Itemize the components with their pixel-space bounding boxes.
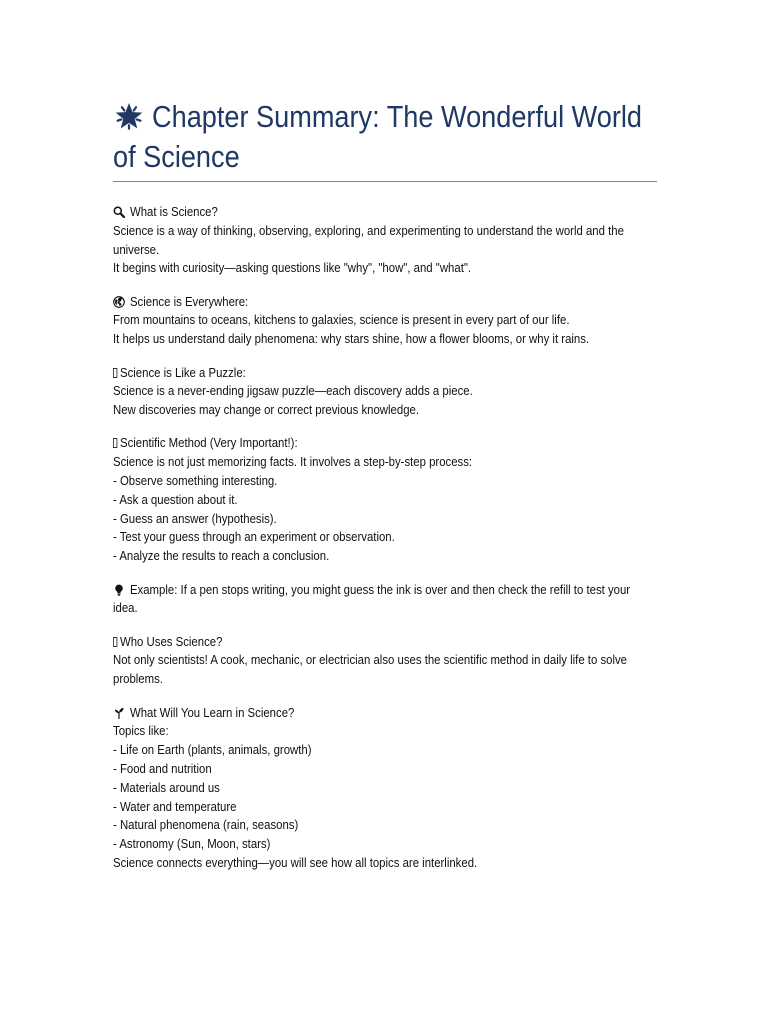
paragraph-line: Science is a way of thinking, observing, exploring, and experimenting to understand the world and the bbox=[113, 222, 624, 238]
lightbulb-icon bbox=[113, 584, 125, 596]
list-item: - Observe something interesting. bbox=[113, 473, 278, 489]
paragraph-line: universe. bbox=[113, 241, 160, 257]
example-text: Example: If a pen stops writing, you might guess the ink is over and then check the refill to test your bbox=[129, 581, 631, 597]
paragraph-line: New discoveries may change or correct previous knowledge. bbox=[113, 402, 420, 418]
list-item: - Astronomy (Sun, Moon, stars) bbox=[113, 836, 271, 852]
heading-text: Science is Like a Puzzle: bbox=[119, 364, 246, 380]
title-line bbox=[113, 97, 673, 137]
paragraph-line: problems. bbox=[113, 671, 163, 687]
heading-text: Science is Everywhere: bbox=[129, 293, 249, 309]
magnifying-glass-icon bbox=[113, 206, 125, 218]
list-item: - Natural phenomena (rain, seasons) bbox=[113, 817, 299, 833]
section-heading bbox=[113, 293, 673, 312]
list-item: - Food and nutrition bbox=[113, 760, 212, 776]
list-item: - Water and temperature bbox=[113, 798, 237, 814]
chapter-title bbox=[113, 97, 673, 177]
section-what-is-science bbox=[113, 203, 673, 278]
paragraph-line: Science connects everything—you will see how all topics are interlinked. bbox=[113, 854, 478, 870]
paragraph-line: From mountains to oceans, kitchens to galaxies, science is present in every part of our life. bbox=[113, 312, 570, 328]
section-what-will-you-learn bbox=[113, 704, 673, 873]
glowing-star-icon bbox=[113, 100, 145, 132]
heading-text: Who Uses Science? bbox=[119, 633, 223, 649]
missing-glyph-icon bbox=[113, 368, 117, 378]
heading-text: What Will You Learn in Science? bbox=[129, 704, 295, 720]
heading-text: Scientific Method (Very Important!): bbox=[119, 435, 298, 451]
missing-glyph-icon bbox=[113, 637, 117, 647]
section-science-everywhere bbox=[113, 293, 673, 349]
paragraph-line: It begins with curiosity—asking questions like "why", "how", and "what". bbox=[113, 260, 472, 276]
title-text: Chapter Summary: The Wonderful World bbox=[152, 99, 642, 134]
example-line bbox=[113, 581, 673, 600]
section-scientific-method bbox=[113, 434, 673, 566]
list-item: - Ask a question about it. bbox=[113, 491, 238, 507]
paragraph-line: Not only scientists! A cook, mechanic, or electrician also uses the scientific method in daily life to solve bbox=[113, 652, 628, 668]
list-item: - Test your guess through an experiment or observation. bbox=[113, 529, 395, 545]
paragraph-line: Science is a never-ending jigsaw puzzle—each discovery adds a piece. bbox=[113, 383, 473, 399]
list-item: - Materials around us bbox=[113, 779, 220, 795]
title-line bbox=[113, 137, 673, 177]
seedling-icon bbox=[113, 707, 125, 719]
section-science-puzzle bbox=[113, 364, 673, 420]
paragraph-line: idea. bbox=[113, 600, 138, 616]
section-who-uses-science bbox=[113, 633, 673, 689]
summary-body bbox=[113, 203, 673, 887]
title-divider bbox=[113, 181, 657, 182]
section-heading bbox=[113, 434, 673, 453]
section-example bbox=[113, 581, 673, 619]
paragraph-line: Science is not just memorizing facts. It involves a step-by-step process: bbox=[113, 454, 473, 470]
section-heading bbox=[113, 203, 673, 222]
list-item: - Analyze the results to reach a conclusion. bbox=[113, 548, 330, 564]
list-item: - Guess an answer (hypothesis). bbox=[113, 510, 277, 526]
list-item: - Life on Earth (plants, animals, growth) bbox=[113, 742, 312, 758]
section-heading bbox=[113, 704, 673, 723]
section-heading bbox=[113, 364, 673, 383]
heading-text: What is Science? bbox=[129, 204, 218, 219]
section-heading bbox=[113, 633, 673, 652]
paragraph-line: It helps us understand daily phenomena: why stars shine, how a flower blooms, or why it rains. bbox=[113, 331, 590, 347]
globe-icon bbox=[113, 296, 125, 308]
title-text: of Science bbox=[113, 139, 240, 174]
paragraph-line: Topics like: bbox=[113, 723, 169, 739]
missing-glyph-icon bbox=[113, 438, 117, 448]
